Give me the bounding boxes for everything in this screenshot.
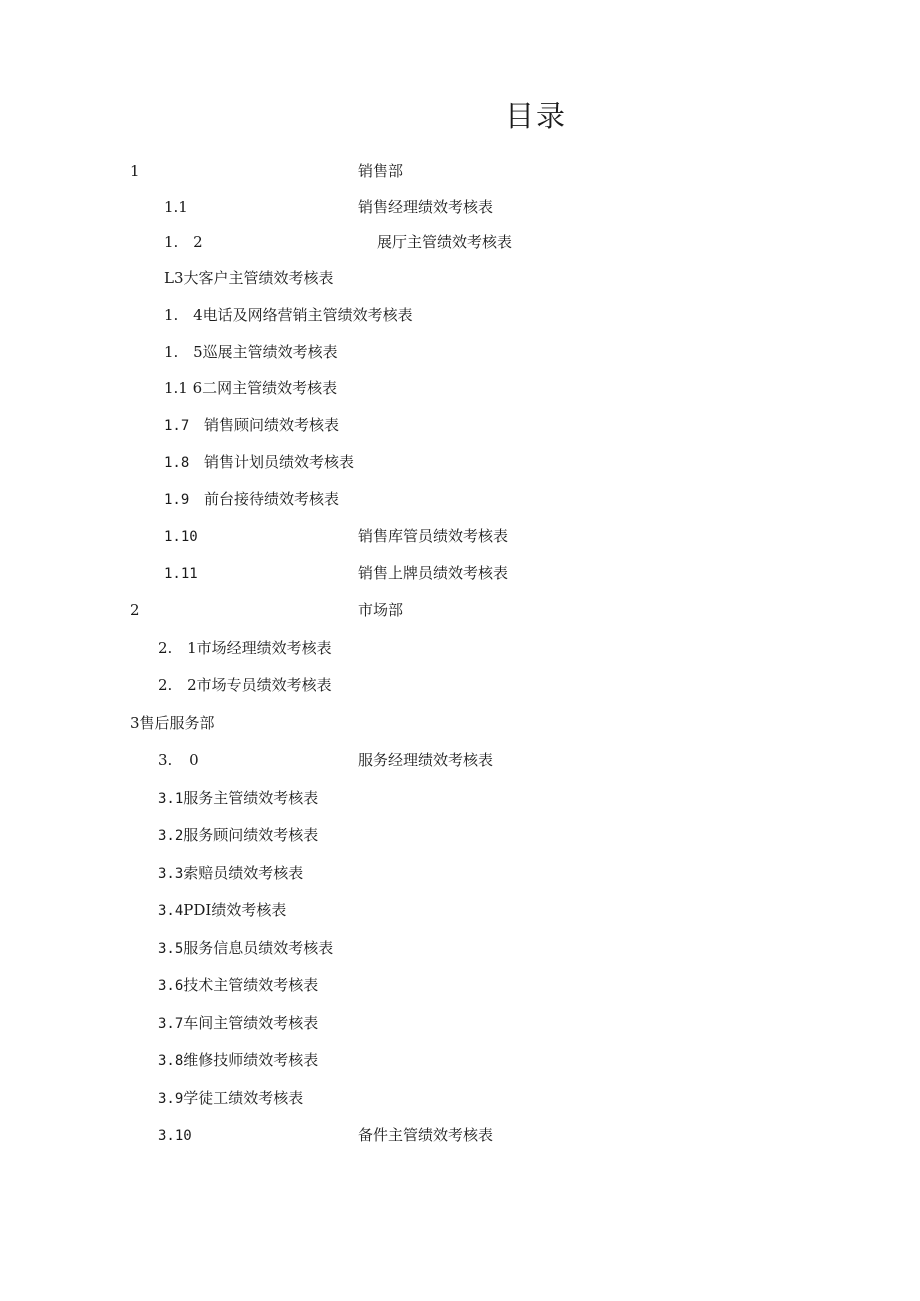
toc-entry-number: 2 bbox=[130, 601, 140, 619]
toc-entry-title: 销售库管员绩效考核表 bbox=[358, 527, 509, 545]
toc-entry-1-11-text bbox=[358, 563, 508, 583]
toc-entry-number: 1.1 6 bbox=[164, 379, 203, 397]
toc-entry-title: 售后服务部 bbox=[139, 714, 215, 732]
toc-entry-3-6 bbox=[158, 975, 318, 996]
toc-entry-3-0-text bbox=[358, 750, 493, 770]
toc-entry-1 bbox=[130, 161, 140, 181]
toc-entry-number: 3. 0 bbox=[158, 751, 199, 769]
toc-entry-1-3 bbox=[164, 268, 334, 288]
toc-entry-number: 1.7 bbox=[164, 418, 190, 434]
toc-entry-1-10-text bbox=[358, 526, 508, 546]
toc-entry-number: 2. 1 bbox=[158, 639, 197, 657]
toc-entry-3-4 bbox=[158, 900, 286, 921]
toc-entry-3-7 bbox=[158, 1013, 318, 1034]
toc-entry-title: 展厅主管绩效考核表 bbox=[377, 233, 513, 251]
toc-entry-number: 3.9 bbox=[158, 1091, 184, 1107]
toc-entry-2-1 bbox=[158, 638, 332, 658]
toc-entry-1-5 bbox=[164, 342, 338, 362]
toc-entry-title: 大客户主管绩效考核表 bbox=[183, 269, 334, 287]
toc-entry-title: 服务经理绩效考核表 bbox=[358, 751, 494, 769]
toc-entry-title: 销售顾问绩效考核表 bbox=[204, 416, 340, 434]
toc-entry-1-2 bbox=[164, 232, 203, 252]
toc-entry-title: 销售部 bbox=[358, 162, 404, 180]
toc-entry-number: 3.5 bbox=[158, 941, 184, 957]
toc-entry-title: 备件主管绩效考核表 bbox=[358, 1126, 494, 1144]
toc-entry-3-10 bbox=[158, 1125, 192, 1146]
toc-entry-1-11 bbox=[164, 563, 198, 584]
toc-entry-number: 3.1 bbox=[158, 791, 184, 807]
toc-entry-number: 3.2 bbox=[158, 828, 184, 844]
toc-entry-number: 3 bbox=[130, 714, 140, 732]
toc-entry-title: 学徒工绩效考核表 bbox=[183, 1089, 304, 1107]
toc-entry-3-0 bbox=[158, 750, 199, 770]
toc-entry-number: 2. 2 bbox=[158, 676, 197, 694]
page-title: 目录 bbox=[504, 99, 567, 133]
toc-entry-title: 市场经理绩效考核表 bbox=[196, 639, 332, 657]
toc-entry-title: 销售上牌员绩效考核表 bbox=[358, 564, 509, 582]
toc-entry-1-10 bbox=[164, 526, 198, 547]
toc-entry-number: 1.8 bbox=[164, 455, 190, 471]
toc-entry-number: L3 bbox=[164, 269, 184, 287]
toc-entry-3-5 bbox=[158, 938, 333, 959]
toc-entry-2-text bbox=[358, 600, 403, 620]
toc-entry-title: 电话及网络营销主管绩效考核表 bbox=[202, 306, 413, 324]
toc-entry-1-1 bbox=[164, 197, 188, 217]
toc-entry-number: 1.10 bbox=[164, 529, 198, 545]
toc-entry-number: 3.3 bbox=[158, 866, 184, 882]
toc-entry-title: 技术主管绩效考核表 bbox=[183, 976, 319, 994]
toc-entry-title: 维修技师绩效考核表 bbox=[183, 1051, 319, 1069]
toc-entry-title: PDI绩效考核表 bbox=[183, 901, 287, 919]
toc-entry-3-1 bbox=[158, 788, 318, 809]
toc-entry-2-2 bbox=[158, 675, 332, 695]
toc-entry-number: 3.4 bbox=[158, 903, 184, 919]
toc-entry-number: 3.8 bbox=[158, 1053, 184, 1069]
toc-entry-1-4 bbox=[164, 305, 413, 325]
toc-entry-number: 1 bbox=[130, 162, 140, 180]
toc-entry-1-text bbox=[358, 161, 403, 181]
toc-entry-3-2 bbox=[158, 825, 318, 846]
toc-entry-title: 车间主管绩效考核表 bbox=[183, 1014, 319, 1032]
toc-entry-number: 1.11 bbox=[164, 566, 198, 582]
toc-entry-number: 3.6 bbox=[158, 978, 184, 994]
toc-entry-title: 前台接待绩效考核表 bbox=[204, 490, 340, 508]
toc-entry-1-7 bbox=[164, 415, 339, 436]
toc-entry-number: 1.9 bbox=[164, 492, 190, 508]
toc-entry-title: 索赔员绩效考核表 bbox=[183, 864, 304, 882]
toc-entry-3-8 bbox=[158, 1050, 318, 1071]
toc-entry-number: 3.10 bbox=[158, 1128, 192, 1144]
toc-entry-title: 销售计划员绩效考核表 bbox=[204, 453, 355, 471]
toc-entry-title: 巡展主管绩效考核表 bbox=[202, 343, 338, 361]
toc-entry-3-9 bbox=[158, 1088, 303, 1109]
toc-entry-title: 服务顾问绩效考核表 bbox=[183, 826, 319, 844]
toc-entry-1-2-text bbox=[377, 232, 512, 252]
toc-entry-number: 1. 4 bbox=[164, 306, 203, 324]
toc-entry-1-1-text bbox=[358, 197, 493, 217]
toc-entry-title: 市场专员绩效考核表 bbox=[196, 676, 332, 694]
toc-entry-number: 1. 5 bbox=[164, 343, 203, 361]
toc-entry-title: 销售经理绩效考核表 bbox=[358, 198, 494, 216]
toc-entry-1-9 bbox=[164, 489, 339, 510]
toc-entry-title: 服务主管绩效考核表 bbox=[183, 789, 319, 807]
toc-entry-number: 1.1 bbox=[164, 198, 188, 216]
toc-entry-3-3 bbox=[158, 863, 303, 884]
toc-entry-2 bbox=[130, 600, 140, 620]
toc-entry-title: 二网主管绩效考核表 bbox=[202, 379, 338, 397]
toc-entry-3-10-text bbox=[358, 1125, 493, 1145]
toc-entry-title: 市场部 bbox=[358, 601, 404, 619]
toc-entry-number: 3.7 bbox=[158, 1016, 184, 1032]
toc-entry-1-6 bbox=[164, 378, 337, 398]
toc-entry-3 bbox=[130, 713, 215, 733]
toc-entry-1-8 bbox=[164, 452, 354, 473]
toc-entry-title: 服务信息员绩效考核表 bbox=[183, 939, 334, 957]
toc-entry-number: 1. 2 bbox=[164, 233, 203, 251]
